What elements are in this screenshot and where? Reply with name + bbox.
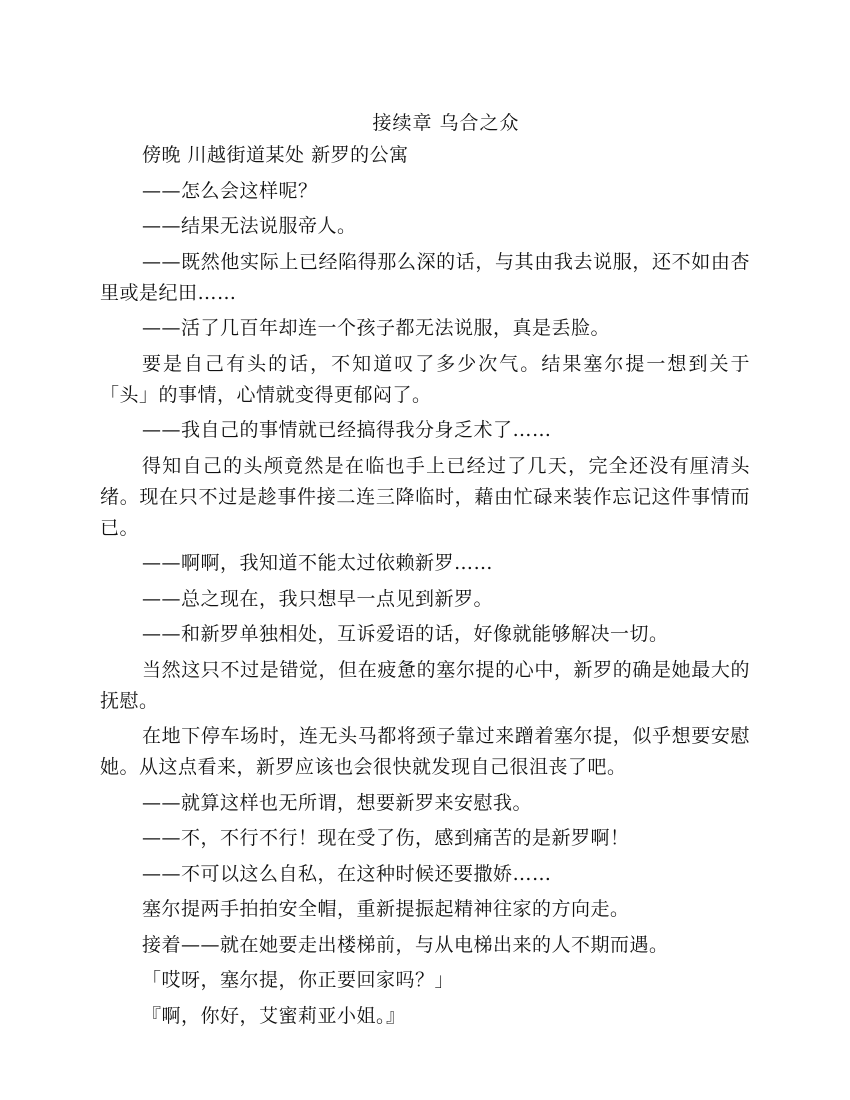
paragraph: 「哎呀，塞尔提，你正要回家吗？」: [142, 969, 455, 991]
paragraph: 要是自己有头的话，不知道叹了多少次气。结果塞尔提一想到关于「头」的事情，心情就变得更郁闷了。: [100, 352, 750, 406]
paragraph: ——啊啊，我知道不能太过依赖新罗……: [142, 552, 494, 574]
paragraph: 塞尔提两手拍拍安全帽，重新提振起精神往家的方向走。: [142, 898, 630, 920]
paragraph: ——既然他实际上已经陷得那么深的话，与其由我去说服，还不如由杏里或是纪田……: [100, 250, 750, 304]
paragraph: ——不可以这么自私，在这种时候还要撒娇……: [142, 862, 552, 885]
paragraph: 接着——就在她要走出楼梯前，与从电梯出来的人不期而遇。: [142, 933, 669, 956]
paragraph: ——和新罗单独相处，互诉爱语的话，好像就能够解决一切。: [142, 623, 669, 645]
paragraph: 在地下停车场时，连无头马都将颈子靠过来蹭着塞尔提，似乎想要安慰她。从这点看来，新罗应该也会很快就发现自己很沮丧了吧。: [100, 725, 750, 778]
body-text: [100, 140, 750, 1036]
paragraph: 傍晚 川越街道某处 新罗的公寓: [142, 144, 409, 166]
paragraph: 当然这只不过是错觉，但在疲惫的塞尔提的心中，新罗的确是她最大的抚慰。: [100, 658, 750, 712]
paragraph: ——总之现在，我只想早一点见到新罗。: [142, 587, 494, 610]
paragraph: ——我自己的事情就已经搞得我分身乏术了……: [142, 419, 552, 441]
paragraph: ——怎么会这样呢？: [142, 179, 318, 202]
chapter-title: 接续章 乌合之众: [372, 112, 520, 134]
paragraph: ——不，不行不行！现在受了伤，感到痛苦的是新罗啊！: [142, 827, 630, 849]
paragraph: ——结果无法说服帝人。: [142, 215, 357, 237]
paragraph: ——就算这样也无所谓，想要新罗来安慰我。: [142, 791, 533, 814]
paragraph: ——活了几百年却连一个孩子都无法说服，真是丢脸。: [142, 317, 611, 339]
paragraph: 得知自己的头颅竟然是在临也手上已经过了几天，完全还没有厘清头绪。现在只不过是趁事件接二连三降临时，藉由忙碌来装作忘记这件事情而已。: [100, 454, 750, 539]
paragraph: 『啊，你好，艾蜜莉亚小姐。』: [142, 1004, 406, 1027]
